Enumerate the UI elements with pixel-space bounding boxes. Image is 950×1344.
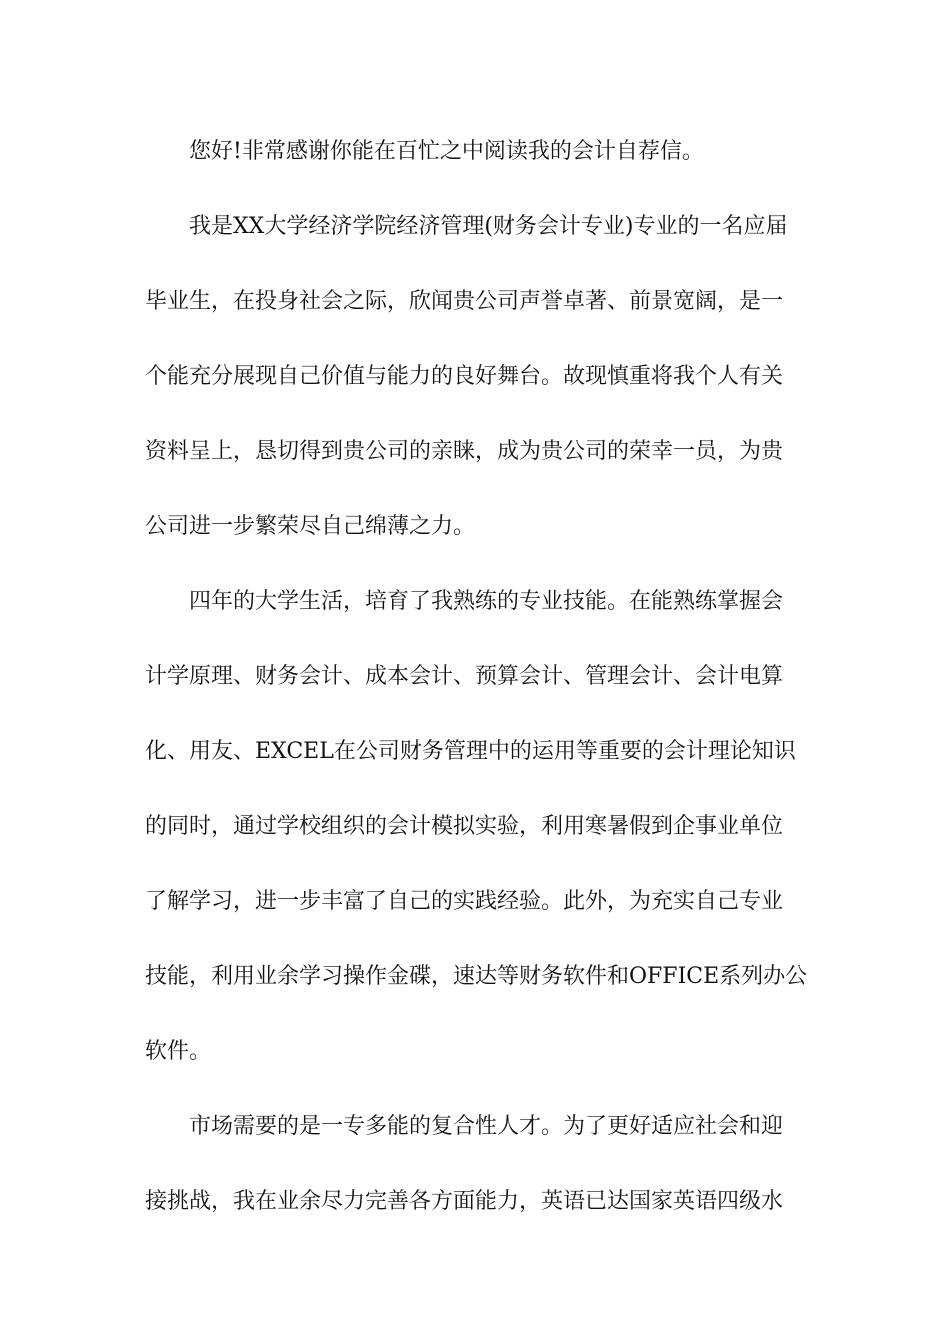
text-line: 公司进一步繁荣尽自己绵薄之力。 (145, 514, 476, 539)
letter-body (145, 128, 807, 1253)
text-line: 资料呈上，恳切得到贵公司的亲睐，成为贵公司的荣幸一员，为贵 (145, 439, 784, 464)
text-line-greeting: 您好!非常感谢你能在百忙之中阅读我的会计自荐信。 (189, 139, 704, 164)
text-line: 个能充分展现自己价值与能力的良好舞台。故现慎重将我个人有关 (145, 364, 784, 389)
text-line: 接挑战，我在业余尽力完善各方面能力，英语已达国家英语四级水 (145, 1189, 784, 1214)
text-line: 化、用友、EXCEL在公司财务管理中的运用等重要的会计理论知识 (145, 739, 796, 764)
text-line: 的同时，通过学校组织的会计模拟实验，利用寒暑假到企事业单位 (145, 814, 784, 839)
text-line: 了解学习，进一步丰富了自己的实践经验。此外，为充实自己专业 (145, 889, 784, 914)
text-line: 计学原理、财务会计、成本会计、预算会计、管理会计、会计电算 (145, 664, 784, 689)
text-line-paragraph-intro-start: 我是XX大学经济学院经济管理(财务会计专业)专业的一名应届 (189, 214, 788, 239)
text-line-paragraph-skills-start: 四年的大学生活，培育了我熟练的专业技能。在能熟练掌握会 (189, 589, 784, 614)
text-line: 技能，利用业余学习操作金碟，速达等财务软件和OFFICE系列办公 (145, 964, 808, 989)
text-line: 毕业生，在投身社会之际，欣闻贵公司声誉卓著、前景宽阔，是一 (145, 289, 784, 314)
text-line-paragraph-market-start: 市场需要的是一专多能的复合性人才。为了更好适应社会和迎 (189, 1114, 784, 1139)
text-line: 软件。 (145, 1039, 212, 1064)
